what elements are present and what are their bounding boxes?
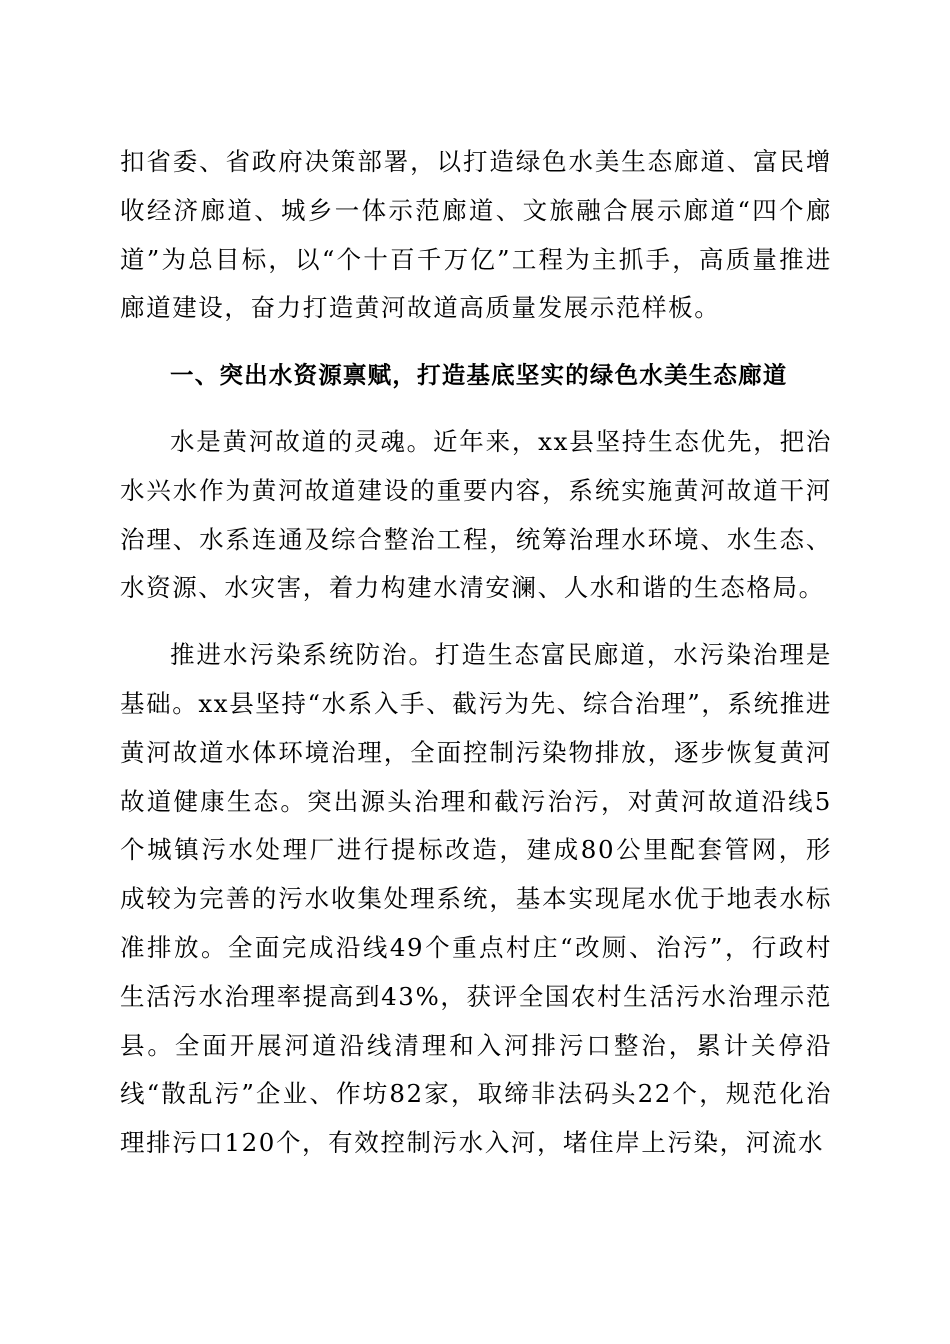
paragraph-intro: 扣省委、省政府决策部署，以打造绿色水美生态廊道、富民增收经济廊道、城乡一体示范廊道、文旅融合展示廊道“四个廊道”为总目标，以“个十百千万亿”工程为主抓手，高质量推进廊道建设，奋力打造黄河故道高质量发展示范样板。 — [120, 147, 832, 323]
paragraph-pollution-control: 推进水污染系统防治。打造生态富民廊道，水污染治理是基础。xx县坚持“水系入手、截污为先、综合治理”，系统推进黄河故道水体环境治理，全面控制污染物排放，逐步恢复黄河故道健康生态。突出源头治理和截污治污，对黄河故道沿线5个城镇污水处理厂进行提标改造，建成80公里配套管网，形成较为完善的污水收集处理系统，基本实现尾水优于地表水标准排放。全面完成沿线49个重点村庄“改厕、治污”，行政村生活污水治理率提高到43%，获评全国农村生活污水治理示范县。全面开展河道沿线清理和入河排污口整治，累计关停沿线“散乱污”企业、作坊82家，取缔非法码头22个，规范化治理排污口120个，有效控制污水入河，堵住岸上污染，河流水 — [120, 640, 832, 1158]
section-heading: 一、突出水资源禀赋，打造基底坚实的绿色水美生态廊道 — [170, 361, 788, 390]
document-body — [120, 138, 832, 1186]
paragraph-water-soul: 水是黄河故道的灵魂。近年来，xx县坚持生态优先，把治水兴水作为黄河故道建设的重要内容，系统实施黄河故道干河治理、水系连通及综合整治工程，统筹治理水环境、水生态、水资源、水灾害，着力构建水清安澜、人水和谐的生态格局。 — [120, 426, 832, 603]
